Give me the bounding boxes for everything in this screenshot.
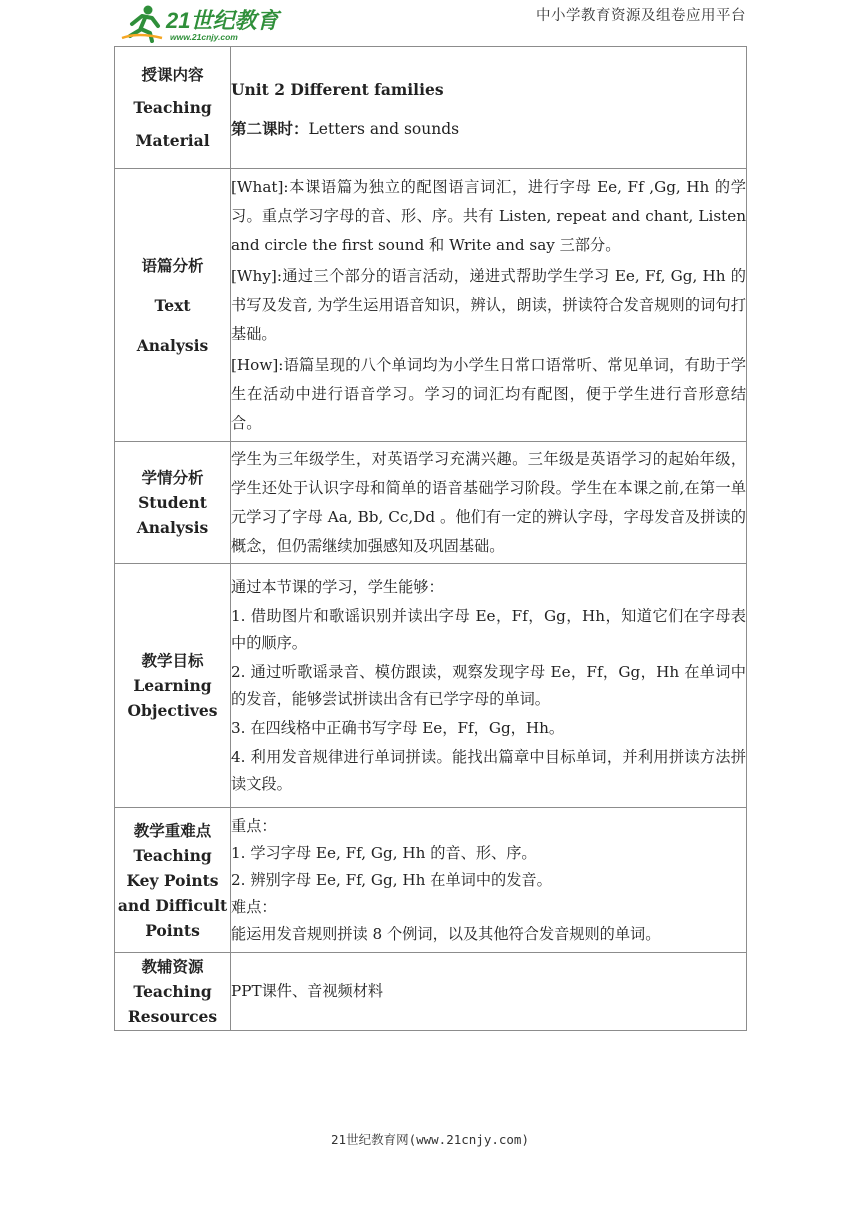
logo-sub-text: www.21cnjy.com [170, 32, 238, 42]
label-line: Teaching [133, 98, 212, 117]
paragraph: 1. 借助图片和歌谣识别并读出字母 Ee，Ff，Gg，Hh，知道它们在字母表中的顺序。 [231, 606, 746, 652]
paragraph: 1. 学习字母 Ee, Ff, Gg, Hh 的音、形、序。 [231, 843, 537, 862]
label-line: Text [154, 295, 191, 315]
paragraph: PPT课件、音视频材料 [231, 982, 384, 1000]
key-points-content [231, 808, 747, 953]
row-label-resources [115, 953, 231, 1031]
label-line: Analysis [136, 518, 209, 537]
paragraph: 重点： [231, 816, 277, 835]
row-label-objectives [115, 564, 231, 808]
subtitle-text: Letters and sounds [308, 120, 460, 138]
paragraph: 3. 在四线格中正确书写字母 Ee，Ff，Gg，Hh。 [231, 718, 565, 737]
lesson-title-cell [231, 47, 747, 169]
label-line: Resources [127, 1007, 218, 1026]
page-footer: 21世纪教育网(www.21cnjy.com) [331, 1132, 529, 1147]
row-label-key-points [115, 808, 231, 953]
label-line: Student [138, 493, 207, 512]
label-line: 教学重难点 [133, 820, 212, 840]
paragraph: 学生为三年级学生，对英语学习充满兴趣。三年级是英语学习的起始年级，学生还处于认识字母和简单的语音基础学习阶段。学生在本课之前,在第一单元学习了字母 Aa, Bb, Cc,Dd 。他们有一定的辨认字母，字母发音及拼读的概念，但仍需继续加强感知及巩固基础。 [231, 449, 746, 555]
label-line: 语篇分析 [141, 255, 204, 275]
objectives-content [231, 564, 747, 808]
subtitle-prefix: 第二课时： [231, 119, 309, 138]
label-line: 授课内容 [141, 65, 204, 84]
student-analysis-content [231, 442, 747, 564]
lesson-subtitle [231, 114, 746, 144]
paragraph: [Why]:通过三个部分的语言活动，递进式帮助学生学习 Ee, Ff, Gg, Hh 的书写及发音, 为学生运用语音知识，辨认，朗读，拼读符合发音规则的词句打基础。 [231, 266, 746, 343]
label-line: and Difficult [117, 895, 228, 915]
label-line: Material [135, 131, 210, 150]
table-row [115, 808, 747, 953]
paragraph: 能运用发音规则拼读 8 个例词，以及其他符合发音规则的单词。 [231, 924, 661, 943]
row-label-student-analysis [115, 442, 231, 564]
paragraph: 2. 辨别字母 Ee, Ff, Gg, Hh 在单词中的发音。 [231, 870, 552, 889]
label-line: Objectives [127, 701, 218, 720]
paragraph: 难点： [231, 897, 277, 916]
text-analysis-content [231, 169, 747, 442]
table-row [115, 564, 747, 808]
table-row [115, 442, 747, 564]
unit-title: Unit 2 Different families [231, 80, 444, 99]
resources-content [231, 953, 747, 1031]
label-line: 教辅资源 [141, 957, 204, 976]
label-line: Teaching [133, 982, 212, 1001]
paragraph: 4. 利用发音规律进行单词拼读。能找出篇章中目标单词，并利用拼读方法拼读文段。 [231, 747, 746, 793]
paragraph: [How]:语篇呈现的八个单词均为小学生日常口语常听、常见单词，有助于学生在活动中进行语音学习。学习的词汇均有配图，便于学生进行音形意结合。 [231, 355, 746, 432]
runner-logo-icon [118, 2, 288, 44]
label-line: Key Points [126, 870, 219, 890]
lesson-plan-table [114, 46, 747, 1031]
platform-name: 中小学教育资源及组卷应用平台 [536, 8, 746, 24]
label-line: Analysis [136, 335, 209, 355]
page-header [0, 0, 860, 46]
logo-main-text: 21世纪教育 [166, 8, 279, 33]
site-logo [118, 2, 288, 44]
table-row [115, 47, 747, 169]
label-line: Points [145, 920, 200, 940]
table-row [115, 169, 747, 442]
row-label-material [115, 47, 231, 169]
label-line: Learning [133, 676, 212, 695]
label-line: 学情分析 [141, 468, 204, 487]
paragraph: 通过本节课的学习，学生能够： [231, 577, 444, 596]
table-row [115, 953, 747, 1031]
paragraph: [What]:本课语篇为独立的配图语言词汇，进行字母 Ee, Ff ,Gg, Hh 的学习。重点学习字母的音、形、序。共有 Listen, repeat and chant, Listen and circle the first sound 和 Write and say 三部分。 [231, 177, 746, 254]
label-line: 教学目标 [141, 651, 204, 670]
row-label-text-analysis [115, 169, 231, 442]
paragraph: 2. 通过听歌谣录音、模仿跟读，观察发现字母 Ee，Ff，Gg，Hh 在单词中的发音，能够尝试拼读出含有已学字母的单词。 [231, 662, 746, 708]
label-line: Teaching [133, 845, 212, 865]
